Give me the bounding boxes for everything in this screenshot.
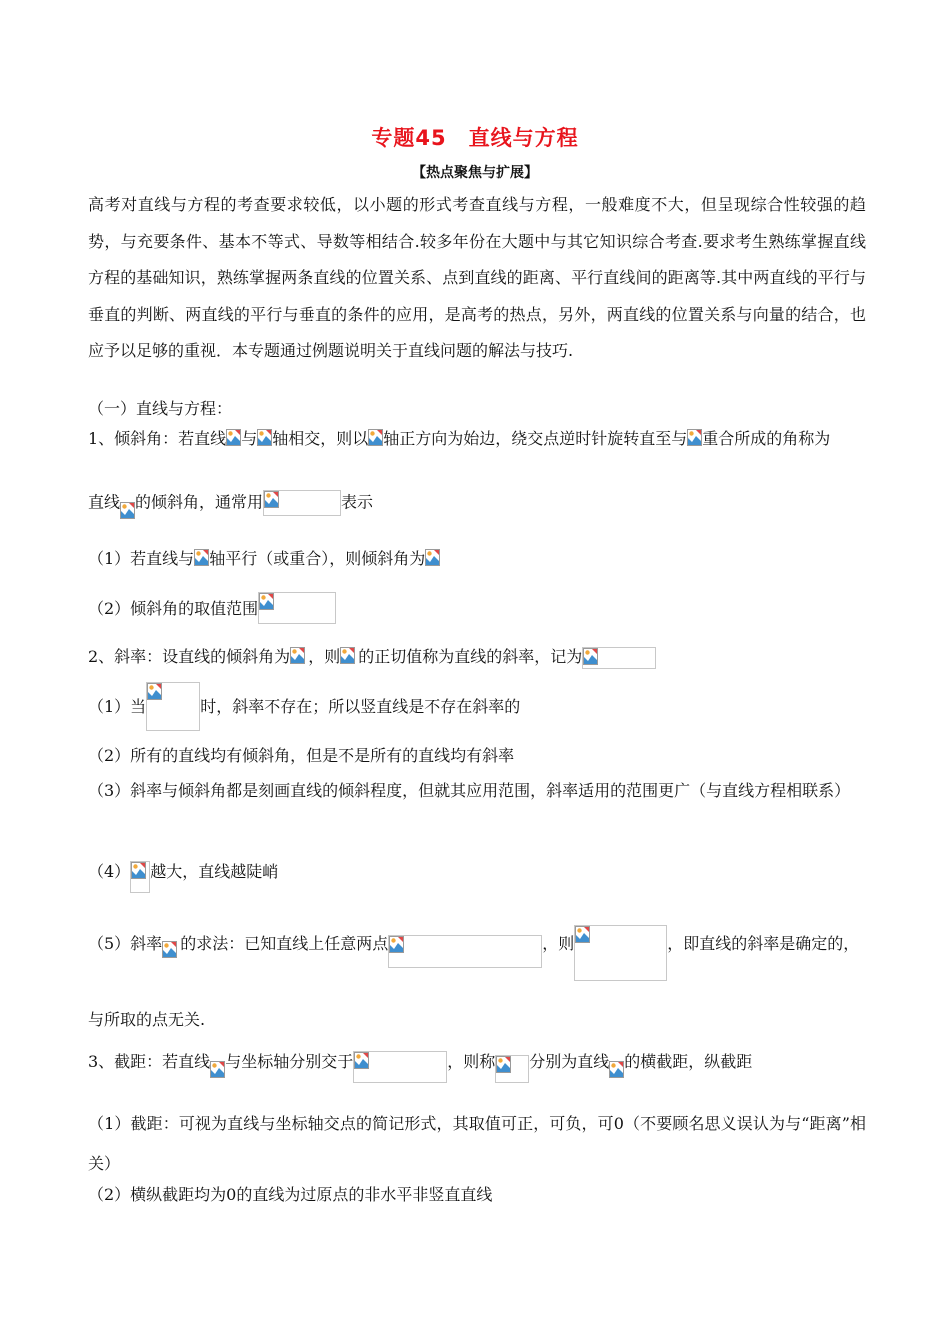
text: 与 — [241, 429, 258, 448]
formula-image — [263, 490, 341, 516]
text: 的倾斜角，通常用 — [135, 492, 264, 512]
text: 时，斜率不存在；所以竖直线是不存在斜率的 — [200, 697, 521, 716]
text: ，则称 — [447, 1052, 496, 1071]
item-2-4 — [88, 861, 278, 893]
formula-image — [194, 549, 209, 571]
document-title: 专题45 直线与方程 — [371, 126, 579, 150]
text: 轴正方向为始边，绕交点逆时针旋转直至与 — [383, 429, 688, 448]
formula-image — [257, 429, 272, 451]
item-1-line — [88, 428, 830, 451]
broken-image-icon — [575, 926, 590, 943]
formula-image — [340, 647, 358, 669]
formula-image — [258, 592, 336, 624]
item-2-3: （3）斜率与倾斜角都是刻画直线的倾斜程度，但就其应用范围，斜率适用的范围更广（与直线方程相联系） — [88, 781, 851, 800]
item-2-1 — [88, 682, 520, 732]
formula-image — [368, 429, 383, 451]
broken-image-icon — [257, 429, 272, 446]
text: 的正切值称为直线的斜率，记为 — [358, 647, 583, 666]
formula-image — [574, 925, 667, 981]
text: 直线 — [88, 492, 121, 512]
formula-image — [146, 682, 200, 731]
item-2-5 — [88, 925, 859, 983]
broken-image-icon — [687, 429, 702, 446]
formula-image — [687, 429, 702, 451]
text: （1）当 — [88, 697, 147, 716]
text: （4） — [88, 862, 131, 881]
item-3-1: （1）截距：可视为直线与坐标轴交点的简记形式，其取值可正，可负，可0（不要顾名思义误认为与“距离”相关） — [88, 1114, 866, 1173]
text: 的求法：已知直线上任意两点 — [180, 934, 389, 953]
text: 轴平行（或重合），则倾斜角为 — [209, 549, 426, 568]
text: 重合所成的角称为 — [702, 429, 831, 448]
text: 分别为直线 — [529, 1052, 610, 1071]
formula-image — [130, 861, 150, 893]
broken-image-icon — [147, 683, 162, 700]
text: 1、倾斜角：若直线 — [88, 429, 227, 448]
broken-image-icon — [290, 647, 305, 664]
broken-image-icon — [368, 429, 383, 446]
broken-image-icon — [425, 549, 440, 566]
formula-image — [162, 925, 180, 961]
text: （5）斜率 — [88, 934, 163, 953]
text: ，则 — [542, 934, 575, 953]
text: 轴相交，则以 — [272, 429, 369, 448]
broken-image-icon — [131, 862, 146, 879]
item-1-2 — [88, 592, 336, 624]
text: 2、斜率：设直线的倾斜角为 — [88, 647, 291, 666]
item-3-line — [88, 1051, 752, 1085]
text: （1）若直线与 — [88, 549, 195, 568]
item-2-2: （2）所有的直线均有倾斜角，但是不是所有的直线均有斜率 — [88, 746, 515, 765]
text: 3、截距：若直线 — [88, 1052, 211, 1071]
broken-image-icon — [264, 491, 279, 508]
broken-image-icon — [162, 941, 177, 958]
text: 的横截距，纵截距 — [624, 1052, 753, 1071]
text: 越大，直线越陡峭 — [150, 862, 279, 881]
broken-image-icon — [194, 549, 209, 566]
item-3-2: （2）横纵截距均为0的直线为过原点的非水平非竖直直线 — [88, 1185, 493, 1204]
text: ，即直线的斜率是确定的， — [667, 934, 860, 953]
text: 表示 — [341, 492, 374, 512]
item-1-line-2 — [88, 490, 373, 524]
broken-image-icon — [259, 593, 274, 610]
broken-image-icon — [609, 1061, 624, 1078]
text: ，则 — [308, 647, 341, 666]
broken-image-icon — [583, 648, 598, 665]
formula-image — [582, 647, 656, 669]
broken-image-icon — [226, 429, 241, 446]
section-heading: （一）直线与方程： — [88, 399, 233, 418]
formula-image — [290, 647, 308, 669]
formula-image — [609, 1051, 624, 1081]
document-subtitle: 【热点聚焦与扩展】 — [412, 165, 538, 181]
formula-image — [226, 429, 241, 451]
broken-image-icon — [389, 936, 404, 953]
formula-image — [353, 1051, 447, 1083]
formula-image — [425, 549, 440, 571]
item-1-1 — [88, 548, 440, 571]
formula-image — [495, 1055, 529, 1083]
text: （2）倾斜角的取值范围 — [88, 599, 259, 618]
broken-image-icon — [120, 502, 135, 519]
text: 与坐标轴分别交于 — [225, 1052, 354, 1071]
formula-image — [388, 935, 542, 968]
item-2-line — [88, 646, 656, 669]
broken-image-icon — [354, 1052, 369, 1069]
item-2-5-line-2: 与所取的点无关. — [88, 1010, 206, 1029]
broken-image-icon — [210, 1061, 225, 1078]
broken-image-icon — [496, 1056, 511, 1073]
formula-image — [210, 1051, 225, 1081]
broken-image-icon — [340, 647, 355, 664]
intro-paragraph: 高考对直线与方程的考查要求较低，以小题的形式考查直线与方程，一般难度不大，但呈现综合性较强的趋势，与充要条件、基本不等式、导数等相结合.较多年份在大题中与其它知识综合考查.要求考生熟练掌握直线方程的基础知识，熟练掌握两条直线的位置关系、点到直线的距离、平行直线间的距离等.其中两直线的平行与垂直的判断、两直线的平行与垂直的条件的应用，是高考的热点，另外，两直线的位置关系与向量的结合，也应予以足够的重视．本专题通过例题说明关于直线问题的解法与技巧. — [88, 195, 866, 360]
formula-image — [120, 490, 135, 524]
